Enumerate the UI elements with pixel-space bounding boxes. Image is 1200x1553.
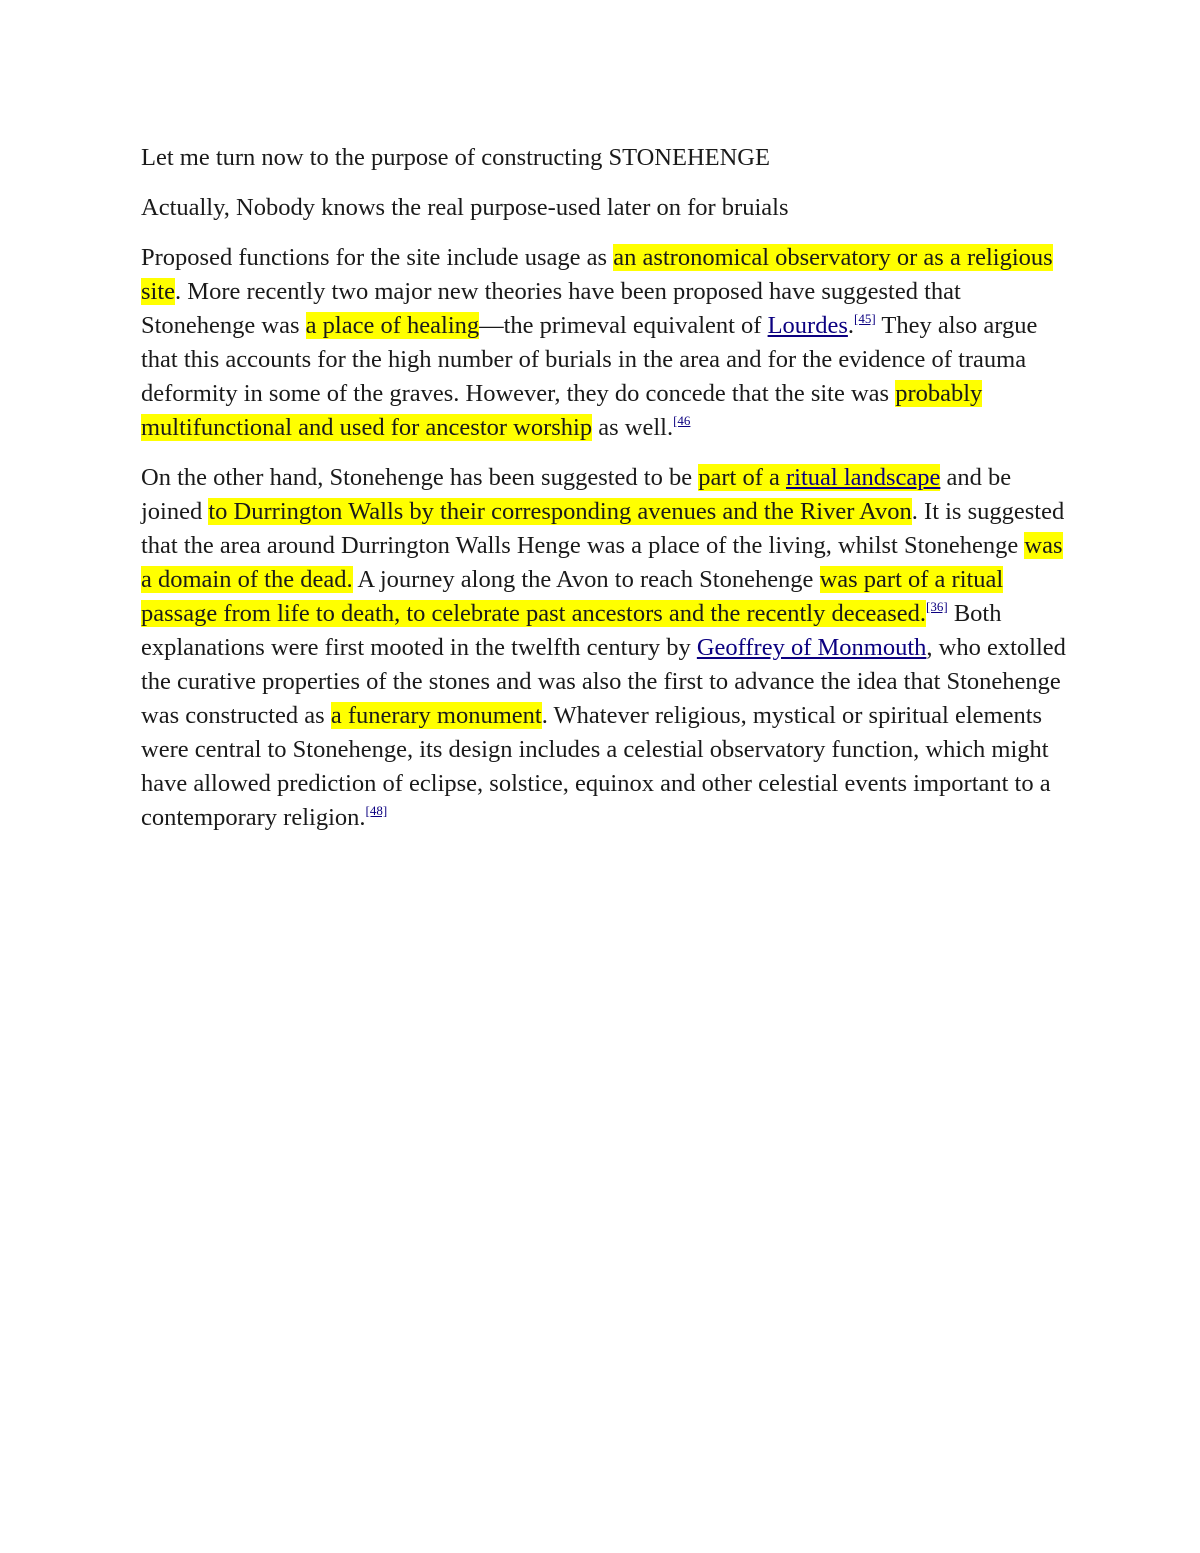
text-run: . It is suggested that the area around Durrington Walls Henge was a place of the living, whilst Stonehenge xyxy=(141,498,1065,559)
citation-36[interactable]: [36] xyxy=(926,599,948,614)
highlighted-text-run: part of a xyxy=(698,464,786,491)
text-run: They also argue that this accounts for the high number of burials in the area and for the evidence of trauma deformity in some of the graves. However, they do concede that the site was xyxy=(141,312,1038,407)
text-run: and be joined xyxy=(141,464,1012,525)
citation-46[interactable]: [46 xyxy=(673,413,691,428)
intro-line: Actually, Nobody knows the real purpose-used later on for bruials xyxy=(141,194,789,221)
text-run: as well. xyxy=(592,414,674,441)
highlighted-text: a funerary monument xyxy=(330,702,542,729)
text-run: . xyxy=(847,312,855,339)
highlighted-text: probably multifunctional and used for ancestor worship xyxy=(141,380,983,441)
highlighted-text: was a domain of the dead. xyxy=(141,532,1063,593)
citation-45[interactable]: [45] xyxy=(854,311,876,326)
highlighted-text: an astronomical observatory or as a religious site xyxy=(141,244,1053,305)
text-run: On the other hand, Stonehenge has been suggested to be xyxy=(141,464,699,491)
link-lourdes[interactable]: Lourdes xyxy=(767,312,848,339)
citation-48[interactable]: [48] xyxy=(365,803,388,818)
highlighted-text xyxy=(698,464,940,491)
highlighted-text: was part of a ritual passage from life to death, to celebrate past ancestors and the recently deceased. xyxy=(141,566,1004,627)
text-run: Proposed functions for the site include usage as xyxy=(141,244,614,271)
text-run: Both explanations were first mooted in the twelfth century by xyxy=(141,600,1002,661)
document-body xyxy=(141,141,1066,851)
text-run: , who extolled the curative properties of the stones and was also the first to advance the idea that Stonehenge was constructed as xyxy=(141,634,1066,729)
text-run: . More recently two major new theories have been proposed have suggested that Stonehenge was xyxy=(141,278,961,339)
text-run: . Whatever religious, mystical or spiritual elements were central to Stonehenge, its design includes a celestial observatory function, which might have allowed prediction of eclipse, solstice, equinox and other celestial events important to a contemporary religion. xyxy=(141,702,1051,831)
paragraph-proposed-functions xyxy=(141,241,1066,445)
highlighted-text: a place of healing xyxy=(305,312,480,339)
link-geoffrey-of-monmouth[interactable]: Geoffrey of Monmouth xyxy=(696,634,927,661)
text-run: —the primeval equivalent of xyxy=(479,312,768,339)
heading-line: Let me turn now to the purpose of constructing STONEHENGE xyxy=(141,144,770,171)
text-run: A journey along the Avon to reach Stonehenge xyxy=(352,566,820,593)
highlighted-text: to Durrington Walls by their corresponding avenues and the River Avon xyxy=(208,498,912,525)
paragraph-ritual-landscape xyxy=(141,461,1066,835)
link-ritual-landscape[interactable]: ritual landscape xyxy=(785,464,941,491)
